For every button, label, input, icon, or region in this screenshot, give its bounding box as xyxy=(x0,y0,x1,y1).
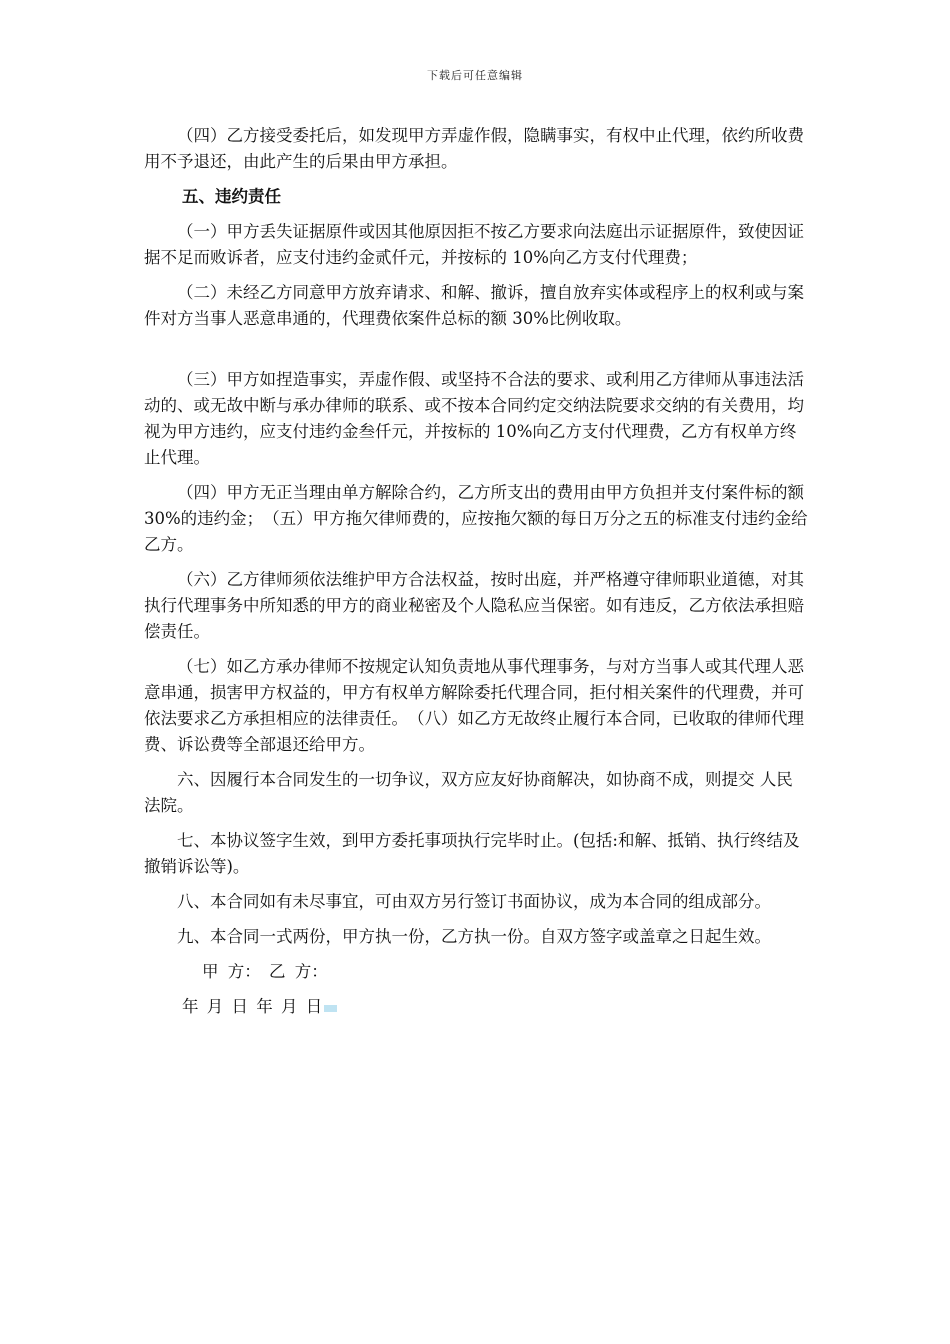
breach-clause-1: （一）甲方丢失证据原件或因其他原因拒不按乙方要求向法庭出示证据原件，致使因证据不足而败诉者，应支付违约金贰仟元，并按标的 10%向乙方支付代理费； xyxy=(144,222,804,267)
section-6-dispute: 六、因履行本合同发生的一切争议，双方应友好协商解决，如协商不成，则提交 人民法院。 xyxy=(144,770,793,815)
breach-clause-4-5: （四）甲方无正当理由单方解除合约，乙方所支出的费用由甲方负担并支付案件标的额 30%的违约金； （五）甲方拖欠律师费的，应按拖欠额的每日万分之五的标准支付违约金给乙方。 xyxy=(144,483,808,554)
text-cursor-marker xyxy=(324,1005,337,1012)
signature-parties xyxy=(144,959,809,985)
signature-date-text: 年 月 日 年 月 日 xyxy=(182,997,323,1016)
section-5-title: 五、违约责任 xyxy=(181,187,281,206)
section-9-copies: 九、本合同一式两份，甲方执一份，乙方执一份。自双方签字或盖章之日起生效。 xyxy=(177,927,771,946)
page-header: 下载后可任意编辑 xyxy=(427,69,523,82)
breach-clause-6: （六）乙方律师须依法维护甲方合法权益，按时出庭，并严格遵守律师职业道德，对其执行代理事务中所知悉的甲方的商业秘密及个人隐私应当保密。如有违反，乙方依法承担赔偿责任。 xyxy=(144,570,804,641)
clause-4-termination: （四）乙方接受委托后，如发现甲方弄虚作假，隐瞒事实，有权中止代理，依约所收费用不予退还，由此产生的后果由甲方承担。 xyxy=(144,126,804,171)
breach-clause-2: （二）未经乙方同意甲方放弃请求、和解、撤诉，擅自放弃实体或程序上的权利或与案件对方当事人恶意串通的，代理费依案件总标的额 30%比例收取。 xyxy=(144,283,804,328)
document-body xyxy=(144,123,809,1029)
breach-clause-7-8: （七）如乙方承办律师不按规定认知负责地从事代理事务，与对方当事人或其代理人恶意串通，损害甲方权益的，甲方有权单方解除委托代理合同，拒付相关案件的代理费，并可依法要求乙方承担相应的法律责任。 （八）如乙方无故终止履行本合同，已收取的律师代理费、诉讼费等全部退还给甲方。 xyxy=(144,657,804,754)
blank-line xyxy=(144,341,809,367)
signature-date-line xyxy=(144,994,809,1020)
section-8-supplement: 八、本合同如有未尽事宜，可由双方另行签订书面协议，成为本合同的组成部分。 xyxy=(177,892,771,911)
signature-parties-text: 甲 方： 乙 方： xyxy=(202,962,328,981)
section-7-effect: 七、本协议签字生效，到甲方委托事项执行完毕时止。(包括:和解、抵销、执行终结及撤销诉讼等)。 xyxy=(144,831,800,876)
breach-clause-3: （三）甲方如捏造事实，弄虚作假、或坚持不合法的要求、或利用乙方律师从事违法活动的、或无故中断与承办律师的联系、或不按本合同约定交纳法院要求交纳的有关费用，均视为甲方违约，应支付违约金叁仟元，并按标的 10%向乙方支付代理费，乙方有权单方终止代理。 xyxy=(144,370,804,467)
